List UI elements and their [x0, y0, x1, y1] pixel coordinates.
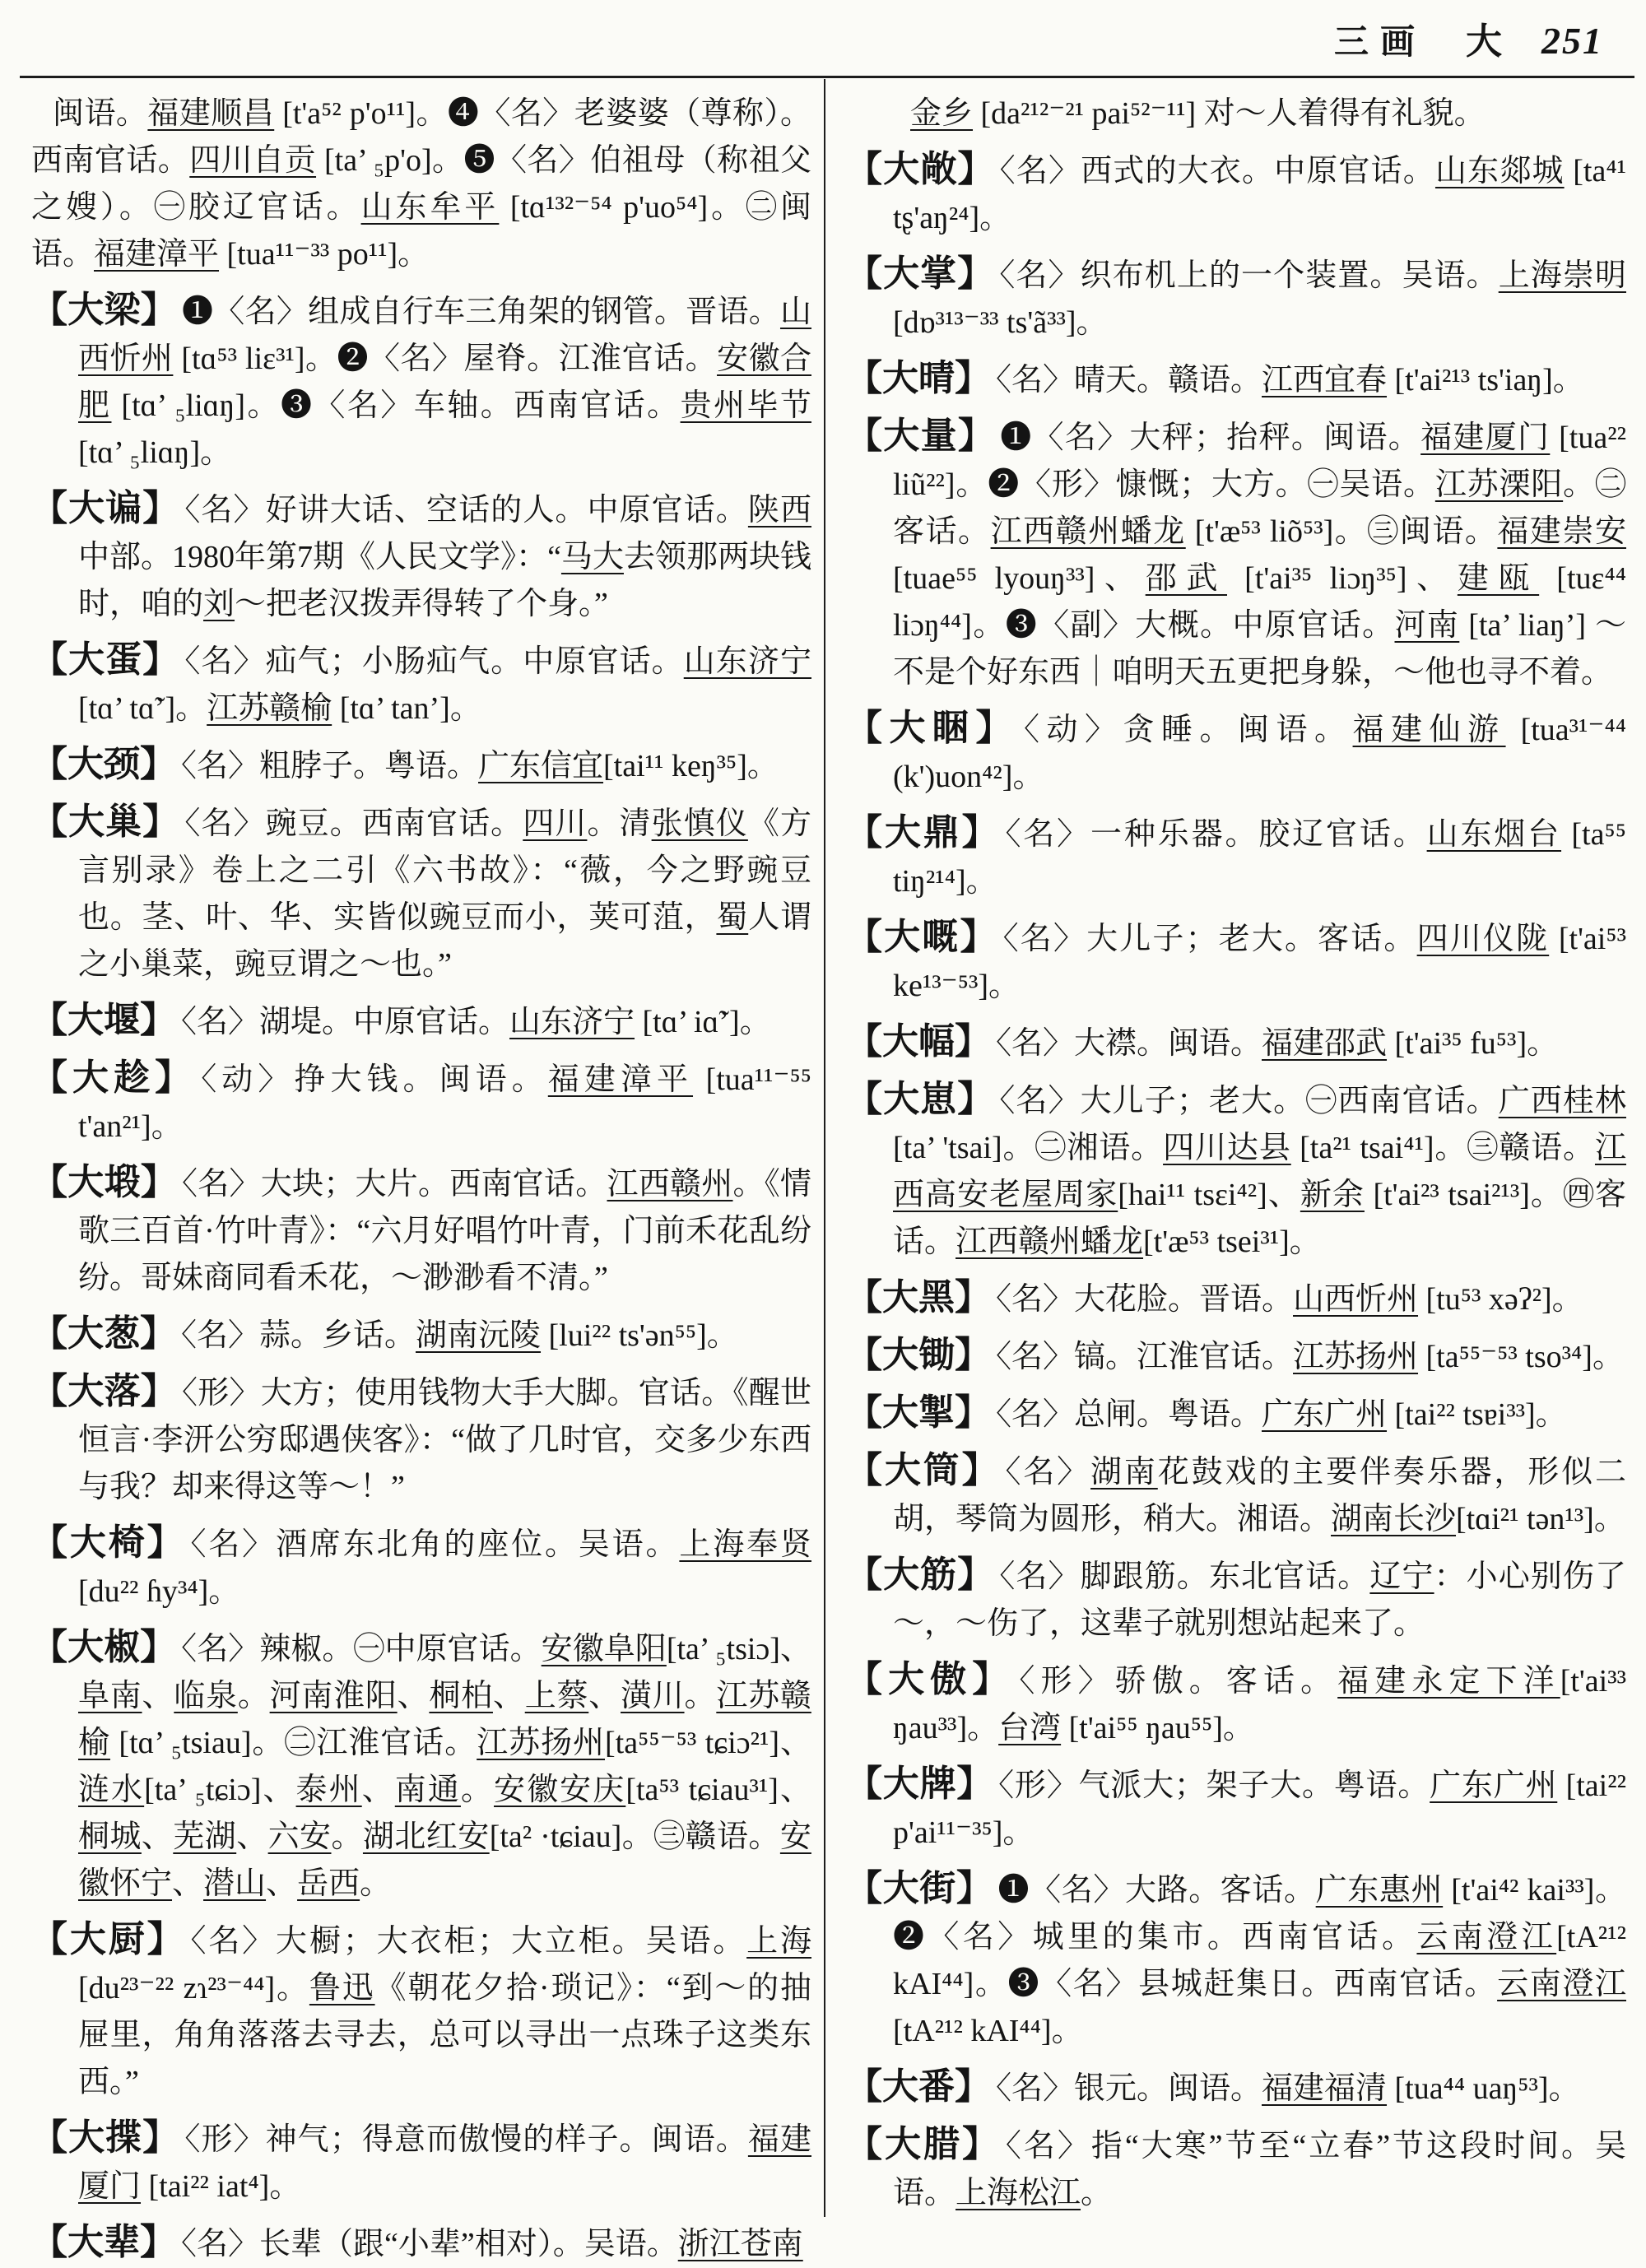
entry-headword: 【大番】: [846, 2066, 991, 2107]
entry-headword: 【大幅】: [846, 1021, 991, 1062]
entry-body: 〈名〉大花脸。晋语。山西忻州 [tu⁵³ xəʔ²]。: [996, 1282, 1583, 1317]
entry-headword: 【大蛋】: [31, 639, 180, 680]
right-column: [846, 91, 1626, 2219]
entry-headword: 【大葱】: [31, 1313, 176, 1354]
entry-headword: 【大掌】: [846, 253, 995, 294]
entry-headword: 【大筒】: [846, 1450, 1001, 1490]
entry-body: 〈动〉贪睡。闽语。福建仙游 [tua³¹⁻⁴⁴ (k')uon⁴²]。: [893, 713, 1626, 794]
dictionary-entry: [31, 1159, 811, 1302]
entry-body: 〈名〉大襟。闽语。福建邵武 [t'ai³⁵ fu⁵³]。: [996, 1026, 1559, 1061]
entry-headword: 【大量】: [846, 416, 996, 456]
dictionary-entry: [31, 1916, 811, 2106]
header-section: 三画: [1333, 22, 1426, 61]
entry-body: 〈名〉银元。闽语。福建福清 [tua⁴⁴ uaŋ⁵³]。: [996, 2071, 1580, 2106]
entry-headword: 【大椒】: [31, 1627, 177, 1667]
dictionary-entry: [31, 798, 811, 988]
header-radical: 大: [1466, 21, 1502, 62]
entry-body: 〈名〉大儿子；老大。㊀西南官话。广西桂林 [ta’ 'tsai]。㊁湘语。四川达县 [ta²¹ tsai⁴¹]。㊂赣语。江西高安老屋周家[hai¹¹ tsɛi⁴²]、新余 [t'ai²³ tsai²¹³]。㊃客话。江西赣州蟠龙[t'æ⁵³ tsei³¹]。: [893, 1084, 1626, 1259]
entry-body: 〈名〉好讲大话、空话的人。中原官话。陕西中部。1980年第7期《人民文学》：“马大去领那两块钱时，咱的刘～把老汉拨弄得转了个身。”: [78, 493, 811, 621]
entry-headword: 【大筋】: [846, 1555, 995, 1595]
dictionary-entry: [846, 2063, 1626, 2112]
entry-headword: 【大睏】: [846, 708, 1020, 748]
dictionary-entry: [846, 1447, 1626, 1543]
entry-headword: 【大梁】: [31, 290, 178, 330]
entry-body: 〈形〉神气；得意而傲慢的样子。闽语。福建厦门 [tai²² iat⁴]。: [78, 2122, 811, 2204]
dictionary-entry: [31, 636, 811, 732]
entry-headword: 【大晴】: [846, 358, 991, 398]
dictionary-entry: [846, 1656, 1626, 1752]
dictionary-entry: [846, 1551, 1626, 1648]
entry-headword: 【大颈】: [31, 744, 176, 784]
entry-headword: 【大椅】: [31, 1522, 186, 1563]
dictionary-entry: [846, 1332, 1626, 1381]
entry-body: 〈形〉大方；使用钱物大手大脚。官话。《醒世恒言·李汧公穷邸遇侠客》：“做了几时官，交多少东西与我？却来得这等～！”: [78, 1376, 811, 1504]
entry-headword: 【大辈】: [31, 2222, 176, 2262]
entry-body: 〈名〉湖堤。中原官话。山东济宁 [tɑ’ iɑ̃’]。: [181, 1005, 771, 1039]
dictionary-entry: [31, 1368, 811, 1511]
dictionary-entry: [846, 355, 1626, 404]
entry-headword: 【大趁】: [31, 1057, 197, 1098]
entry-body: 〈名〉酒席东北角的座位。吴语。上海奉贤[du²² ɦy³⁴]。: [78, 1527, 811, 1609]
entry-body: 〈名〉指“大寒”节至“立春”节这段时间。吴语。上海松江。: [893, 2129, 1626, 2210]
dictionary-entry: [846, 250, 1626, 346]
entry-headword: 【大巢】: [31, 802, 180, 842]
entry-body: 〈名〉长辈（跟“小辈”相对）。吴语。浙江苍南: [181, 2227, 803, 2261]
entry-body: 〈名〉脚跟筋。东北官话。辽宁：小心别伤了～，～伤了，这辈子就别想站起来了。: [893, 1559, 1626, 1641]
entry-body: 〈名〉总闸。粤语。广东广州 [tai²² tsɐi³³]。: [996, 1397, 1567, 1432]
entry-body: 〈名〉晴天。赣语。江西宜春 [t'ai²¹³ ts'iaŋ]。: [996, 363, 1584, 397]
entry-body: 〈名〉湖南花鼓戏的主要伴奏乐器，形似二胡，琴筒为圆形，稍大。湘语。湖南长沙[tɑi²¹ tən¹³]。: [893, 1455, 1626, 1536]
dictionary-entry: [846, 809, 1626, 905]
entry-body: 〈形〉骄傲。客话。福建永定下洋[t'ai³³ ŋau³³]。台湾 [t'ai⁵⁵ ŋau⁵⁵]。: [893, 1664, 1626, 1745]
entry-body: 〈名〉织布机上的一个装置。吴语。上海崇明 [dɒ³¹³⁻³³ ts'ã³³]。: [893, 258, 1626, 340]
entry-body: ❶〈名〉组成自行车三角架的钢管。晋语。山西忻州 [tɑ⁵³ liɛ³¹]。❷〈名〉屋脊。江淮官话。安徽合肥 [tɑ’ ₅liɑŋ]。❸〈名〉车轴。西南官话。贵州毕节 [tɑ’ ₅liɑŋ]。: [78, 295, 811, 470]
entry-body: 〈名〉一种乐器。胶辽官话。山东烟台 [ta⁵⁵ tiŋ²¹⁴]。: [893, 817, 1626, 899]
entry-headword: 【大傲】: [846, 1659, 1015, 1699]
dictionary-entry: [846, 1760, 1626, 1857]
entry-body: 〈名〉粗脖子。粤语。广东信宜[tai¹¹ keŋ³⁵]。: [181, 749, 779, 783]
entry-body: 〈名〉大块；大片。西南官话。江西赣州。《情歌三百首·竹叶青》：“六月好唱竹叶青，门前禾花乱纷纷。哥妹商同看禾花，～渺渺看不清。”: [78, 1167, 811, 1295]
dictionary-entry: [846, 2121, 1626, 2217]
dictionary-entry: [31, 741, 811, 790]
dictionary-entry: [31, 997, 811, 1046]
entry-headword: 【大街】: [846, 1868, 993, 1908]
entry-headword: 【大鼎】: [846, 812, 1001, 853]
dictionary-entry: [31, 286, 811, 476]
entry-headword: 【大崽】: [846, 1079, 995, 1119]
dictionary-entry: [846, 1389, 1626, 1438]
entry-headword: 【大腊】: [846, 2124, 1001, 2164]
continuation-text: 金乡 [da²¹²⁻²¹ pai⁵²⁻¹¹] 对～人着得有礼貌。: [910, 96, 1486, 131]
entry-headword: 【大厨】: [31, 1919, 186, 1959]
dictionary-entry: [31, 1054, 811, 1150]
continuation-text: 闽语。福建顺昌 [t'a⁵² p'o¹¹]。❹〈名〉老婆婆（尊称）。西南官话。四川自贡 [ta’ ₅p'o]。❺〈名〉伯祖母（称祖父之嫂）。㊀胶辽官话。山东牟平 [tɑ¹³²⁻⁵⁴ p'uo⁵⁴]。㊁闽语。福建漳平 [tua¹¹⁻³³ po¹¹]。: [31, 96, 811, 272]
dictionary-entry: [846, 412, 1626, 696]
left-column: [31, 91, 812, 2262]
dictionary-entry: [846, 913, 1626, 1010]
entry-headword: 【大黑】: [846, 1277, 991, 1318]
dictionary-entry: [31, 2114, 811, 2210]
entry-body: ❶〈名〉大秤；抬秤。闽语。福建厦门 [tua²² liũ²²]。❷〈形〉慷慨；大方。㊀吴语。江苏溧阳。㊁客话。江西赣州蟠龙 [t'æ⁵³ liõ⁵³]。㊂闽语。福建崇安 [tuae⁵⁵ lyouŋ³³]、邵武 [t'ai³⁵ liɔŋ³⁵]、建瓯 [tuɛ⁴⁴ liɔŋ⁴⁴]。❸〈副〉大概。中原官话。河南 [ta’ liaŋ’] ～不是个好东西｜咱明天五更把身躲，～他也寻不着。: [893, 421, 1626, 690]
entry-body: ❶〈名〉大路。客话。广东惠州 [t'ai⁴² kai³³]。❷〈名〉城里的集市。西南官话。云南澄江[tA²¹² kAI⁴⁴]。❸〈名〉县城赶集日。西南官话。云南澄江[tA²¹² kAI⁴⁴]。: [893, 1873, 1626, 2048]
entry-headword: 【大牌】: [846, 1764, 994, 1804]
entry-body: 〈名〉大橱；大衣柜；大立柜。吴语。上海[du²³⁻²² zɿ²³⁻⁴⁴]。鲁迅《朝花夕拾·琐记》：“到～的抽屉里，角角落落去寻去，总可以寻出一点珠子这类东西。”: [78, 1924, 811, 2099]
entry-headword: 【大掣】: [846, 1392, 991, 1433]
dictionary-entry: [31, 2219, 811, 2268]
entry-headword: 【大锄】: [846, 1335, 991, 1375]
entry-headword: 【大塅】: [31, 1162, 177, 1202]
entry-body: 〈名〉镐。江淮官话。江苏扬州 [ta⁵⁵⁻⁵³ tso³⁴]。: [996, 1340, 1624, 1374]
page-number: 251: [1541, 20, 1603, 62]
entry-headword: 【大谝】: [31, 488, 180, 528]
entry-body: 〈名〉豌豆。西南官话。四川。清张慎仪《方言别录》卷上之二引《六书故》：“薇，今之野豌豆也。茎、叶、华、实皆似豌豆而小，荚可菹，蜀人谓之小巢菜，豌豆谓之～也。”: [78, 806, 811, 982]
entry-headword: 【大嘅】: [846, 917, 998, 957]
entry-body: 〈名〉疝气；小肠疝气。中原官话。山东济宁 [tɑ’ tɑ̃’]。江苏赣榆 [tɑ’ tan’]。: [78, 644, 811, 726]
entry-body: 〈名〉西式的大衣。中原官话。山东郯城 [ta⁴¹ tʂ'aŋ²⁴]。: [893, 154, 1626, 235]
dictionary-entry: [846, 146, 1626, 242]
dictionary-entry: [846, 1018, 1626, 1067]
page-header: [1334, 12, 1603, 64]
entry-headword: 【大敞】: [846, 149, 995, 189]
dictionary-entry: [846, 1274, 1626, 1323]
entry-body: 〈名〉辣椒。㊀中原官话。安徽阜阳[ta’ ₅tsiɔ]、阜南、临泉。河南淮阳、桐柏、上蔡、潢川。江苏赣榆 [tɑ’ ₅tsiau]。㊁江淮官话。江苏扬州[ta⁵⁵⁻⁵³ tɕiɔ²¹]、涟水[ta’ ₅tɕiɔ]、泰州、南通。安徽安庆[ta⁵³ tɕiau³¹]、桐城、芜湖、六安。湖北红安[ta² ·tɕiau]。㊂赣语。安徽怀宁、潜山、岳西。: [78, 1632, 811, 1901]
entry-body: 〈名〉蒜。乡话。湖南沅陵 [lui²² ts'ən⁵⁵]。: [181, 1318, 738, 1353]
entry-body: 〈名〉大儿子；老大。客话。四川仪陇 [t'ai⁵³ ke¹³⁻⁵³]。: [893, 922, 1626, 1003]
dictionary-entry: [31, 1519, 811, 1615]
dictionary-entry: [846, 704, 1626, 801]
dictionary-entry: [31, 485, 811, 628]
dictionary-entry: [846, 1076, 1626, 1266]
entry-body: 〈动〉挣大钱。闽语。福建漳平 [tua¹¹⁻⁵⁵ t'an²¹]。: [78, 1062, 812, 1144]
entry-body: 〈形〉气派大；架子大。粤语。广东广州 [tai²² p'ai¹¹⁻³⁵]。: [893, 1768, 1626, 1850]
dictionary-entry: [31, 1310, 811, 1359]
header-rule: [20, 76, 1634, 78]
entry-headword: 【大落】: [31, 1371, 177, 1411]
dictionary-entry: [846, 1865, 1626, 2055]
entry-headword: 【大揲】: [31, 2117, 180, 2158]
entry-headword: 【大堰】: [31, 1000, 176, 1040]
column-divider: [824, 79, 825, 2217]
dictionary-entry: [31, 1624, 811, 1908]
